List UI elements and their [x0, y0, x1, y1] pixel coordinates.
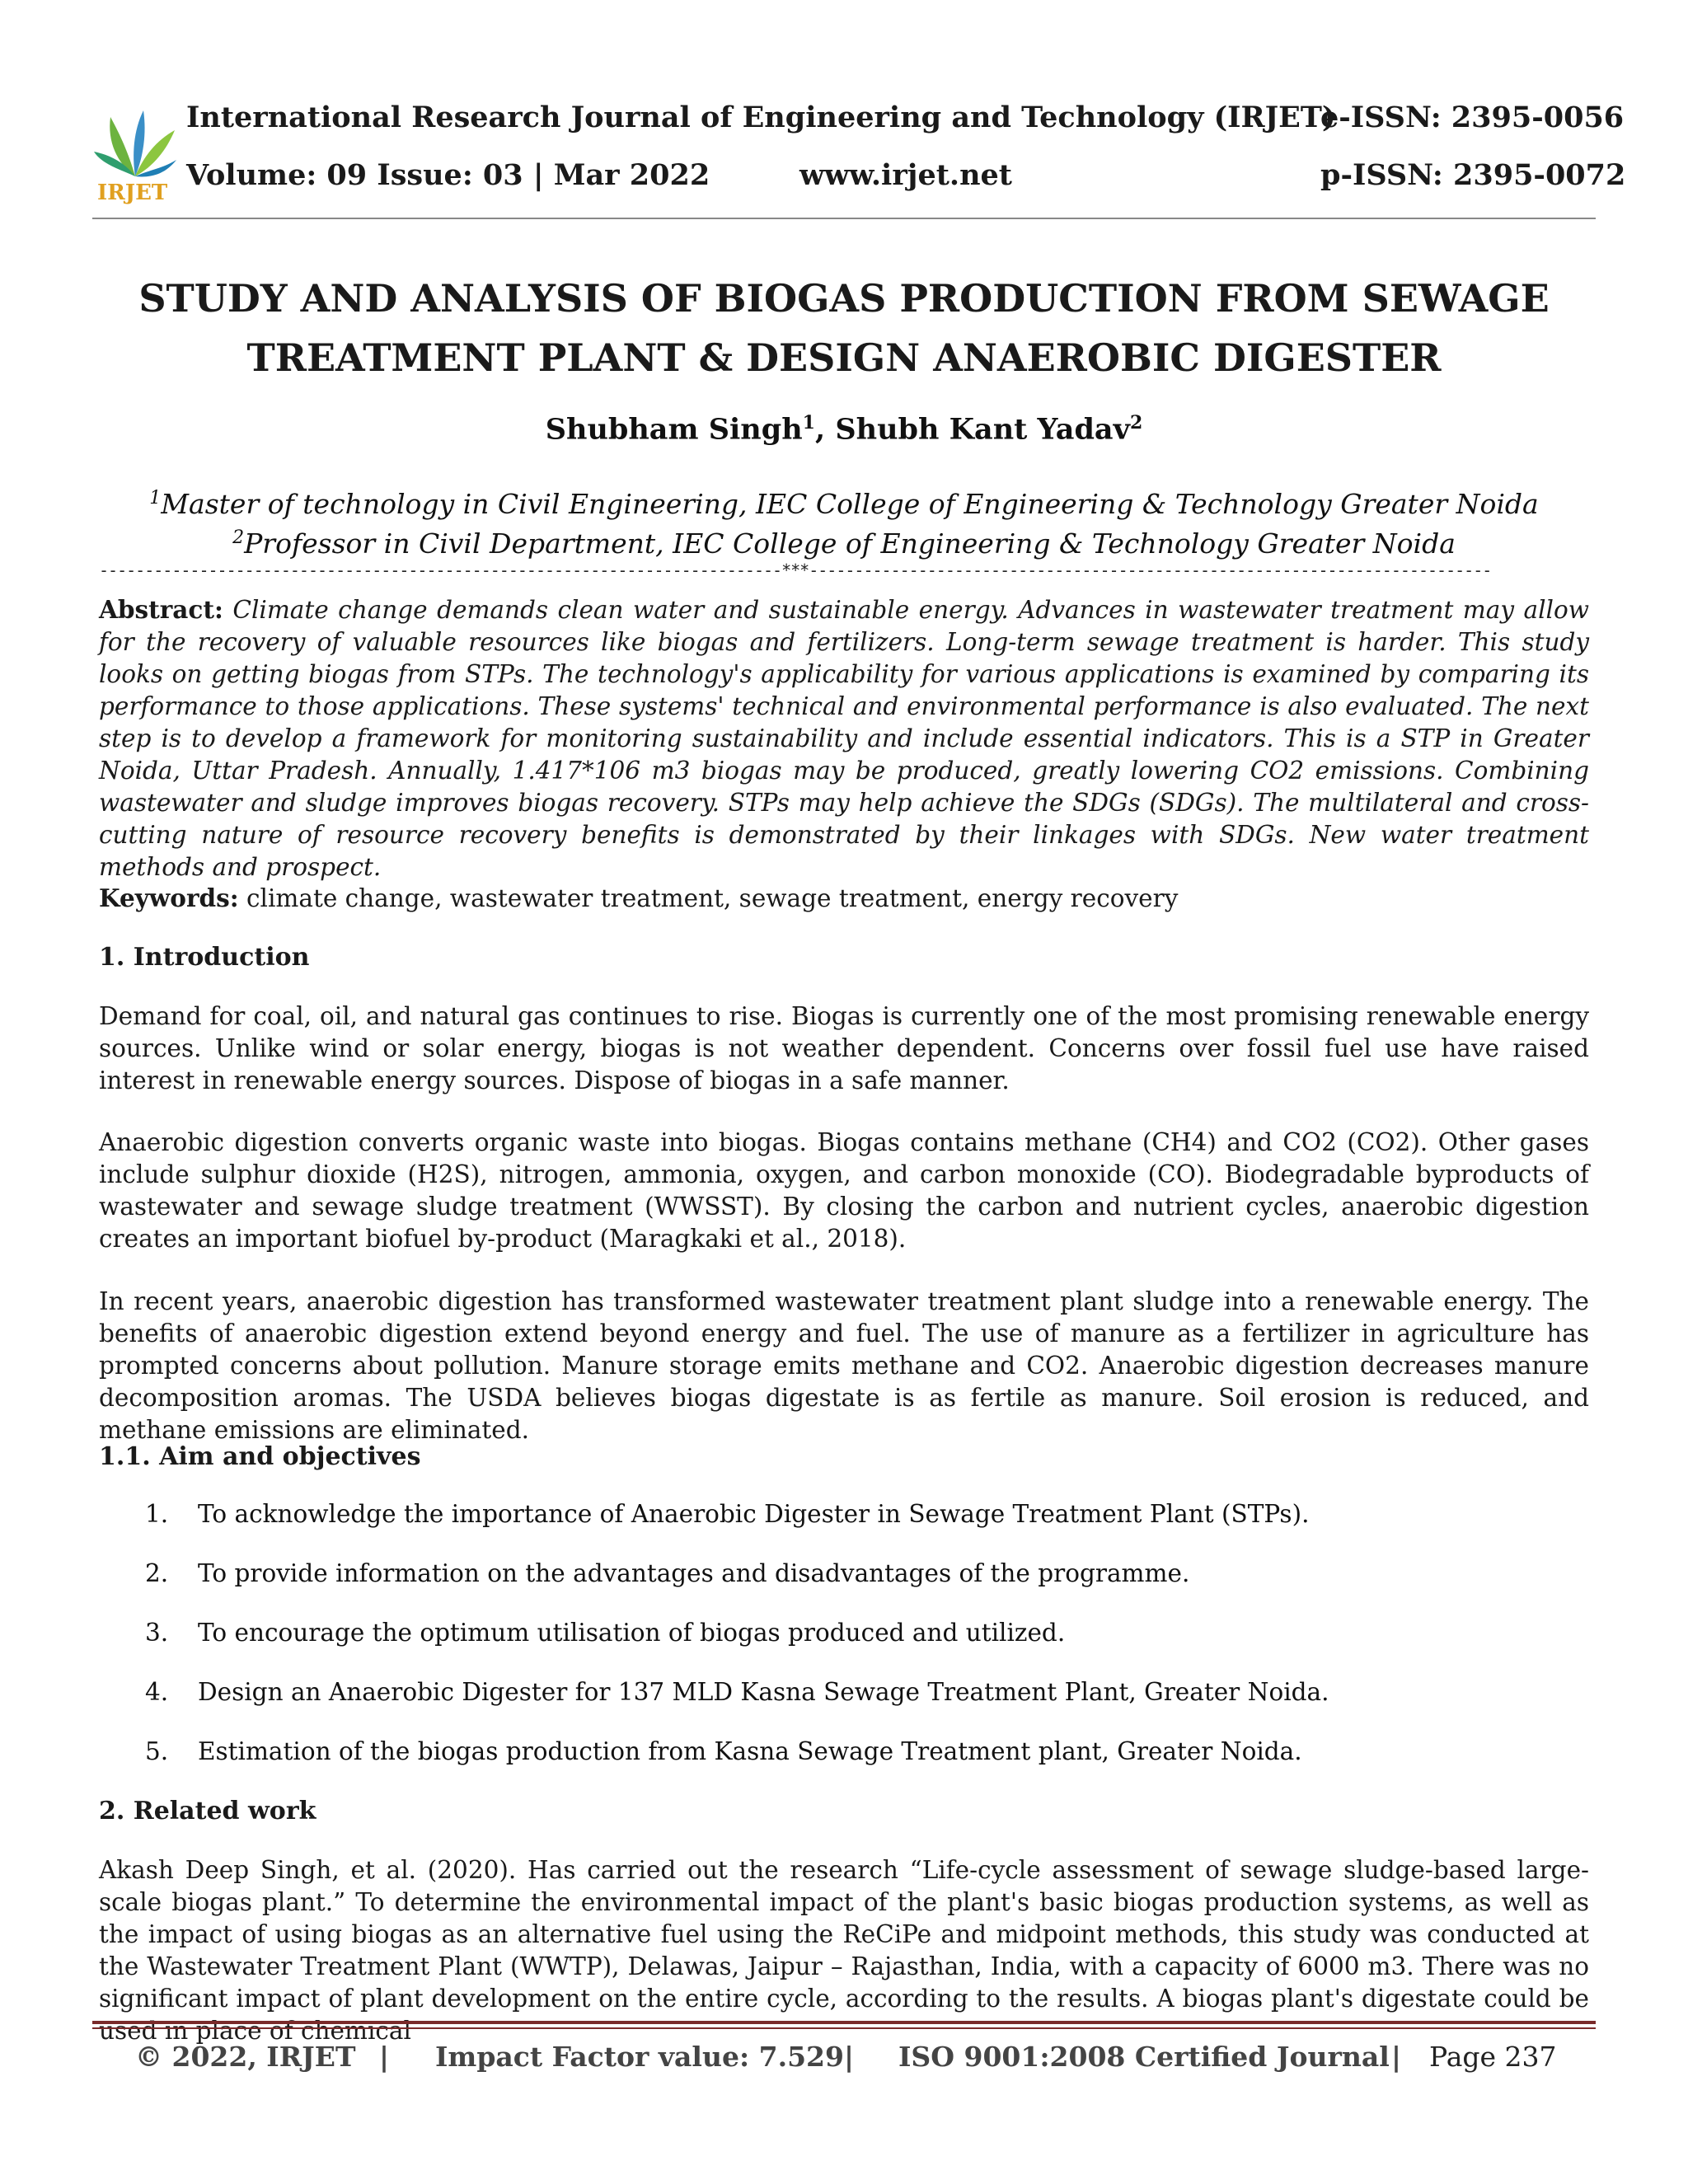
list-item [99, 1559, 1589, 1619]
list-text: To acknowledge the importance of Anaerobic Digester in Sewage Treatment Plant (STPs). [198, 1500, 1310, 1528]
list-text: To encourage the optimum utilisation of biogas produced and utilized. [198, 1619, 1066, 1647]
irjet-logo-icon [92, 105, 178, 204]
footer-separator: | [379, 2041, 390, 2073]
separator-dashes: --------------------------------------------------------------------------- [99, 560, 782, 580]
list-text: Design an Anaerobic Digester for 137 MLD Kasna Sewage Treatment Plant, Greater Noida. [198, 1678, 1329, 1706]
keywords [99, 882, 1589, 915]
footer-rule [92, 2021, 1596, 2024]
footer-rule [92, 2027, 1596, 2029]
title-line: STUDY AND ANALYSIS OF BIOGAS PRODUCTION FROM SEWAGE [138, 276, 1550, 321]
affiliation-text: Master of technology in Civil Engineering, IEC College of Engineering & Technology Greater Noida [161, 488, 1539, 520]
affiliation [0, 527, 1688, 560]
title-line: TREATMENT PLANT & DESIGN ANAEROBIC DIGESTER [246, 335, 1442, 380]
list-item [99, 1619, 1589, 1678]
volume-issue: Volume: 09 Issue: 03 | Mar 2022 [186, 158, 710, 192]
footer-separator: | [1391, 2041, 1402, 2073]
section-heading: 1. Introduction [99, 943, 310, 972]
list-item [99, 1678, 1589, 1737]
pissn: p-ISSN: 2395-0072 [1320, 158, 1626, 192]
paragraph: Akash Deep Singh, et al. (2020). Has carried out the research “Life-cycle assessment of sewage sludge-based large-scale biogas plant.” To determine the environmental impact of the plant's basic biogas production systems, as well as the impact of using biogas as an alternative fuel using the ReCiPe and midpoint methods, this study was conducted at the Wastewater Treatment Plant (WWTP), Delawas, Jaipur – Rajasthan, India, with a capacity of 6000 m3. There was no significant impact of plant development on the entire cycle, according to the results. A biogas plant's digestate could be used in place of chemical [99, 1856, 1589, 2045]
separator-dashes: --------------------------------------------------------------------------- [809, 560, 1492, 580]
eissn: e-ISSN: 2395-0056 [1320, 101, 1625, 134]
author-list [0, 412, 1688, 447]
abstract-label: Abstract: [99, 595, 223, 624]
affiliation [0, 488, 1688, 520]
author-sup: 1 [802, 412, 815, 434]
footer-impact-factor: Impact Factor value: 7.529 [435, 2041, 844, 2073]
header-divider [92, 218, 1596, 219]
abstract [99, 593, 1589, 883]
list-number: 1. [145, 1500, 169, 1528]
author-name: Shubh Kant Yadav [835, 412, 1130, 447]
page-number: Page 237 [1429, 2041, 1557, 2073]
list-number: 5. [145, 1737, 169, 1765]
affiliation-sup: 1 [149, 488, 162, 509]
paragraph: In recent years, anaerobic digestion has transformed wastewater treatment plant sludge into a renewable energy. The benefits of anaerobic digestion extend beyond energy and fuel. The use of manure as a fertilizer in agriculture has prompted concerns about pollution. Manure storage emits methane and CO2. Anaerobic digestion decreases manure decomposition aromas. The USDA believes biogas digestate is as fertile as manure. Soil erosion is reduced, and methane emissions are eliminated. [99, 1287, 1589, 1444]
author-separator: , [814, 412, 836, 447]
separator-mark: *** [781, 560, 809, 580]
author-name: Shubham Singh [545, 412, 803, 447]
list-number: 3. [145, 1619, 169, 1647]
list-text: To provide information on the advantages and disadvantages of the programme. [198, 1559, 1190, 1587]
list-number: 2. [145, 1559, 169, 1587]
paragraph: Demand for coal, oil, and natural gas continues to rise. Biogas is currently one of the most promising renewable energy sources. Unlike wind or solar energy, biogas is not weather dependent. Concerns over fossil fuel use have raised interest in renewable energy sources. Dispose of biogas in a safe manner. [99, 1002, 1589, 1094]
list-text: Estimation of the biogas production from Kasna Sewage Treatment plant, Greater Noida. [198, 1737, 1302, 1765]
section-separator [99, 560, 1589, 580]
abstract-text: Climate change demands clean water and sustainable energy. Advances in wastewater treatment may allow for the recovery of valuable resources like biogas and fertilizers. Long-term sewage treatment is harder. This study looks on getting biogas from STPs. The technology's applicability for various applications is examined by comparing its performance to those applications. These systems' technical and environmental performance is also evaluated. The next step is to develop a framework for monitoring sustainability and include essential indicators. This is a STP in Greater Noida, Uttar Pradesh. Annually, 1.417*106 m3 biogas may be produced, greatly lowering CO2 emissions. Combining wastewater and sludge improves biogas recovery. STPs may help achieve the SDGs (SDGs). The multilateral and cross-cutting nature of resource recovery benefits is demonstrated by their linkages with SDGs. New water treatment methods and prospect. [99, 596, 1589, 881]
footer-separator: | [844, 2041, 855, 2073]
list-item [99, 1737, 1589, 1797]
footer-iso: ISO 9001:2008 Certified Journal [898, 2041, 1390, 2073]
affiliation-text: Professor in Civil Department, IEC College of Engineering & Technology Greater Noida [244, 527, 1456, 560]
objectives-list [99, 1500, 1589, 1797]
journal-website: www.irjet.net [799, 158, 1012, 192]
list-item [99, 1500, 1589, 1559]
affiliation-sup: 2 [232, 527, 245, 548]
logo-text: IRJET [97, 180, 168, 204]
section-heading: 2. Related work [99, 1797, 316, 1825]
footer-copyright: © 2022, IRJET [135, 2041, 356, 2073]
author-sup: 2 [1129, 412, 1143, 434]
list-number: 4. [145, 1678, 169, 1706]
paragraph: Anaerobic digestion converts organic waste into biogas. Biogas contains methane (CH4) and CO2 (CO2). Other gases include sulphur dioxide (H2S), nitrogen, ammonia, oxygen, and carbon monoxide (CO). Biodegradable byproducts of wastewater and sewage sludge treatment (WWSST). By closing the carbon and nutrient cycles, anaerobic digestion creates an important biofuel by-product (Maragkaki et al., 2018). [99, 1128, 1589, 1253]
keywords-label: Keywords: [99, 883, 239, 912]
paper-title [115, 269, 1573, 387]
keywords-text: climate change, wastewater treatment, sewage treatment, energy recovery [238, 884, 1179, 912]
journal-name: International Research Journal of Engineering and Technology (IRJET) [186, 101, 1336, 134]
section-heading: 1.1. Aim and objectives [99, 1442, 421, 1471]
